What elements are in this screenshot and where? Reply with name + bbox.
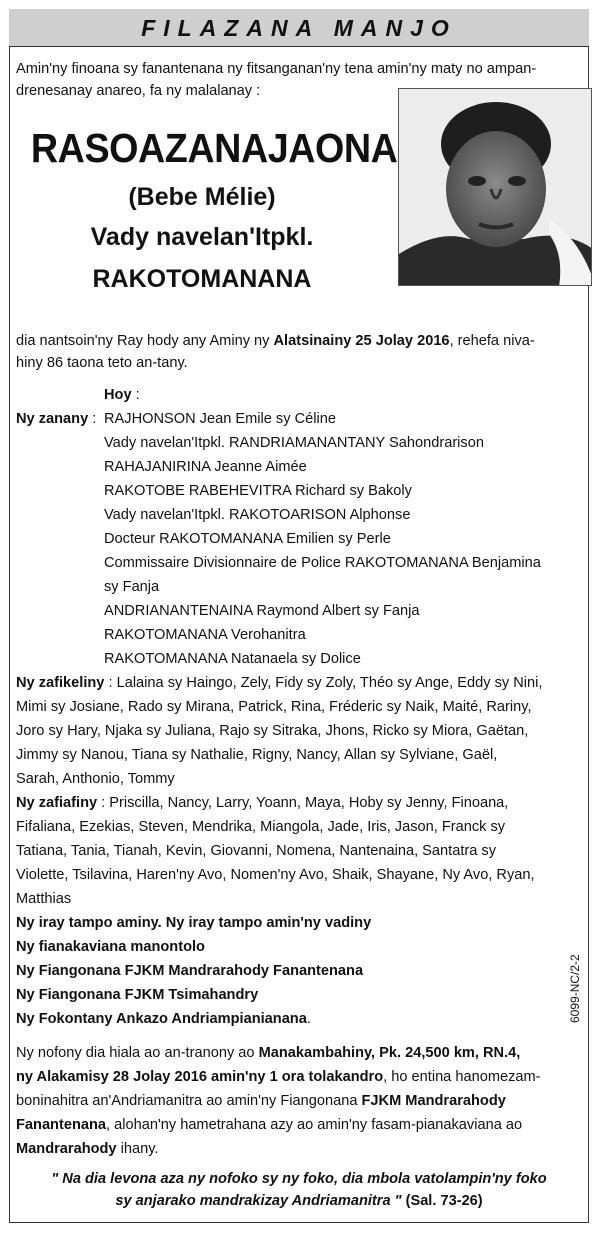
list-item: sy Fanja bbox=[104, 579, 160, 595]
list-item: RAKOTOMANANA Verohanitra bbox=[104, 627, 306, 643]
grandchildren-line-2: Mimi sy Josiane, Rado sy Mirana, Patrick, Rina, Fréderic sy Naik, Maité, Rariny, bbox=[16, 699, 532, 715]
list-item: Docteur RAKOTOMANANA Emilien sy Perle bbox=[104, 531, 391, 547]
notice-header: FILAZANA MANJO bbox=[9, 9, 589, 47]
death-notice-line-1: dia nantsoin'ny Ray hody any Aminy ny Alatsinainy 25 Jolay 2016, rehefa niva- bbox=[16, 333, 535, 349]
children-label: Ny zanany : bbox=[16, 411, 97, 427]
funeral-line-5: Mandrarahody ihany. bbox=[16, 1141, 159, 1157]
great-grandchildren-line-2: Fifaliana, Ezekias, Steven, Mendrika, Miangola, Jade, Iris, Jason, Franck sy bbox=[16, 819, 506, 835]
great-grandchildren-line-1: Ny zafiafiny : Priscilla, Nancy, Larry, Yoann, Maya, Hoby sy Jenny, Finoana, bbox=[16, 795, 509, 811]
spouse-line-2: RAKOTOMANANA bbox=[92, 265, 312, 293]
reference-code: 6099-NC/2-2 bbox=[568, 954, 582, 1023]
list-item: RAKOTOBE RABEHEVITRA Richard sy Bakoly bbox=[104, 483, 412, 499]
grandchildren-line-4: Jimmy sy Nanou, Tiana sy Nathalie, Rigny, Nancy, Allan sy Sylviane, Gaël, bbox=[16, 747, 498, 763]
funeral-line-1: Ny nofony dia hiala ao an-tranony ao Manakambahiny, Pk. 24,500 km, RN.4, bbox=[16, 1045, 521, 1061]
group-line-1: Ny iray tampo aminy. Ny iray tampo amin'ny vadiny bbox=[16, 915, 372, 931]
group-line-5: Ny Fokontany Ankazo Andriampianianana. bbox=[16, 1011, 311, 1027]
list-item: RAJHONSON Jean Emile sy Céline bbox=[104, 411, 336, 427]
grandchildren-line-1: Ny zafikeliny : Lalaina sy Haingo, Zely, Fidy sy Zoly, Théo sy Ange, Eddy sy Nini, bbox=[16, 675, 543, 691]
list-item: RAKOTOMANANA Natanaela sy Dolice bbox=[104, 651, 361, 667]
group-line-3: Ny Fiangonana FJKM Mandrarahody Fanantenana bbox=[16, 963, 364, 979]
quote-line-2: sy anjarako mandrakizay Andriamanitra " (Sal. 73-26) bbox=[115, 1193, 483, 1209]
list-item: Vady navelan'Itpkl. RANDRIAMANANTANY Sahondrarison bbox=[104, 435, 484, 451]
quote-line-1: " Na dia levona aza ny nofoko sy ny foko, dia mbola vatolampin'ny foko bbox=[51, 1171, 547, 1187]
group-line-4: Ny Fiangonana FJKM Tsimahandry bbox=[16, 987, 259, 1003]
deceased-nickname: (Bebe Mélie) bbox=[128, 183, 276, 211]
list-item: ANDRIANANTENAINA Raymond Albert sy Fanja bbox=[104, 603, 420, 619]
portrait-photo-icon bbox=[398, 88, 592, 286]
group-line-2: Ny fianakaviana manontolo bbox=[16, 939, 205, 955]
grandchildren-line-3: Joro sy Hary, Njaka sy Juliana, Rajo sy Sitraka, Jhons, Ricko sy Miora, Gaëtan, bbox=[16, 723, 529, 739]
list-item: Commissaire Divisionnaire de Police RAKOTOMANANA Benjamina bbox=[104, 555, 541, 571]
funeral-line-4: Fanantenana, alohan'ny hametrahana azy ao amin'ny fasam-pianakaviana ao bbox=[16, 1117, 523, 1133]
intro-line-1: Amin'ny finoana sy fanantenana ny fitsanganan'ny tena amin'ny maty no ampan- bbox=[16, 61, 537, 77]
great-grandchildren-line-4: Violette, Tsilavina, Haren'ny Avo, Nomen'ny Avo, Shaik, Shayane, Ny Avo, Ryan, bbox=[16, 867, 535, 883]
funeral-line-3: boninahitra an'Andriamanitra ao amin'ny Fiangonana FJKM Mandrarahody bbox=[16, 1093, 506, 1109]
deceased-name: RASOAZANAJAONA bbox=[30, 125, 398, 171]
great-grandchildren-line-5: Matthias bbox=[16, 891, 72, 907]
spouse-line-1: Vady navelan'Itpkl. bbox=[90, 223, 314, 251]
list-item: Vady navelan'Itpkl. RAKOTOARISON Alphonse bbox=[104, 507, 411, 523]
hoy-label: Hoy : bbox=[104, 387, 140, 403]
great-grandchildren-line-3: Tatiana, Tania, Tianah, Kevin, Giovanni, Nomena, Nantenaina, Santatra sy bbox=[16, 843, 496, 859]
grandchildren-line-5: Sarah, Anthonio, Tommy bbox=[16, 771, 175, 787]
list-item: RAHAJANIRINA Jeanne Aimée bbox=[104, 459, 307, 475]
funeral-line-2: ny Alakamisy 28 Jolay 2016 amin'ny 1 ora tolakandro, ho entina hanomezam- bbox=[16, 1069, 541, 1085]
death-notice-line-2: hiny 86 taona teto an-tany. bbox=[16, 355, 188, 371]
intro-line-2: drenesanay anareo, fa ny malalanay : bbox=[16, 83, 261, 99]
